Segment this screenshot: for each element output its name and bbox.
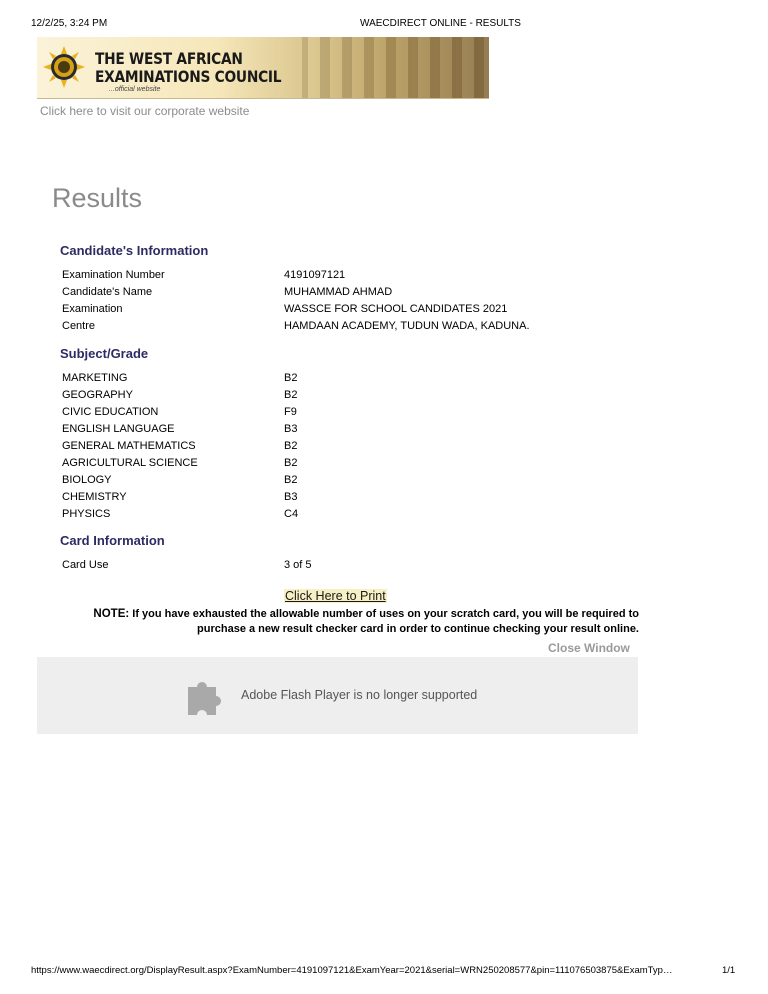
label-candidate-name: Candidate's Name bbox=[62, 286, 153, 298]
subject-grade: B2 bbox=[284, 389, 298, 401]
corporate-website-link[interactable]: Click here to visit our corporate website bbox=[40, 104, 250, 118]
card-info-heading: Card Information bbox=[60, 533, 165, 548]
note-text bbox=[70, 607, 639, 637]
subject-name: BIOLOGY bbox=[62, 474, 112, 486]
print-datetime: 12/2/25, 3:24 PM bbox=[31, 18, 108, 29]
subject-name: AGRICULTURAL SCIENCE bbox=[62, 457, 198, 469]
subject-grade-heading: Subject/Grade bbox=[60, 346, 149, 361]
subject-name: CHEMISTRY bbox=[62, 491, 127, 503]
banner-title-line1: THE WEST AFRICAN bbox=[95, 49, 243, 68]
subject-name: CIVIC EDUCATION bbox=[62, 406, 159, 418]
note-line2: purchase a new result checker card in order to continue checking your result online. bbox=[197, 623, 639, 635]
print-link[interactable]: Click Here to Print bbox=[285, 589, 386, 603]
close-window-link[interactable]: Close Window bbox=[548, 641, 630, 655]
subject-name: GEOGRAPHY bbox=[62, 389, 133, 401]
subject-name: PHYSICS bbox=[62, 508, 111, 520]
subject-grade: F9 bbox=[284, 406, 297, 418]
print-page-title: WAECDIRECT ONLINE - RESULTS bbox=[360, 18, 521, 29]
page-title: Results bbox=[52, 183, 143, 213]
puzzle-piece-icon bbox=[186, 675, 228, 717]
subject-grade: B3 bbox=[284, 423, 298, 435]
subject-grade: B2 bbox=[284, 474, 298, 486]
print-footer-url: https://www.waecdirect.org/DisplayResult.aspx?ExamNumber=4191097121&ExamYear=2021&serial=WRN250208577&pin=111076503875&ExamTyp… bbox=[31, 965, 673, 976]
value-exam-number: 4191097121 bbox=[284, 269, 346, 281]
candidate-info-heading: Candidate's Information bbox=[60, 243, 209, 258]
subject-grade: B2 bbox=[284, 457, 298, 469]
note-key: NOTE: bbox=[93, 608, 130, 620]
banner-photo bbox=[302, 37, 489, 98]
label-exam-number: Examination Number bbox=[62, 269, 165, 281]
value-centre: HAMDAAN ACADEMY, TUDUN WADA, KADUNA. bbox=[284, 320, 530, 332]
subject-name: MARKETING bbox=[62, 372, 128, 384]
waec-seal-icon bbox=[43, 46, 85, 88]
subject-grade: B2 bbox=[284, 440, 298, 452]
label-examination: Examination bbox=[62, 303, 123, 315]
print-page-number: 1/1 bbox=[722, 965, 736, 976]
subject-grade: C4 bbox=[284, 508, 299, 520]
flash-unsupported-message: Adobe Flash Player is no longer supported bbox=[241, 688, 478, 702]
label-centre: Centre bbox=[62, 320, 96, 332]
subject-name: GENERAL MATHEMATICS bbox=[62, 440, 196, 452]
subject-grade: B2 bbox=[284, 372, 298, 384]
value-examination: WASSCE FOR SCHOOL CANDIDATES 2021 bbox=[284, 303, 508, 315]
value-candidate-name: MUHAMMAD AHMAD bbox=[284, 286, 393, 298]
banner-tagline: ...official website bbox=[109, 86, 161, 93]
subject-name: ENGLISH LANGUAGE bbox=[62, 423, 175, 435]
value-card-use: 3 of 5 bbox=[284, 559, 312, 571]
subject-grade: B3 bbox=[284, 491, 298, 503]
flash-plugin-placeholder bbox=[37, 657, 638, 734]
banner-title-line2: EXAMINATIONS COUNCIL bbox=[95, 67, 282, 86]
note-line1: If you have exhausted the allowable number of uses on your scratch card, you will be required to bbox=[129, 608, 639, 620]
waec-banner[interactable] bbox=[37, 37, 489, 99]
label-card-use: Card Use bbox=[62, 559, 109, 571]
